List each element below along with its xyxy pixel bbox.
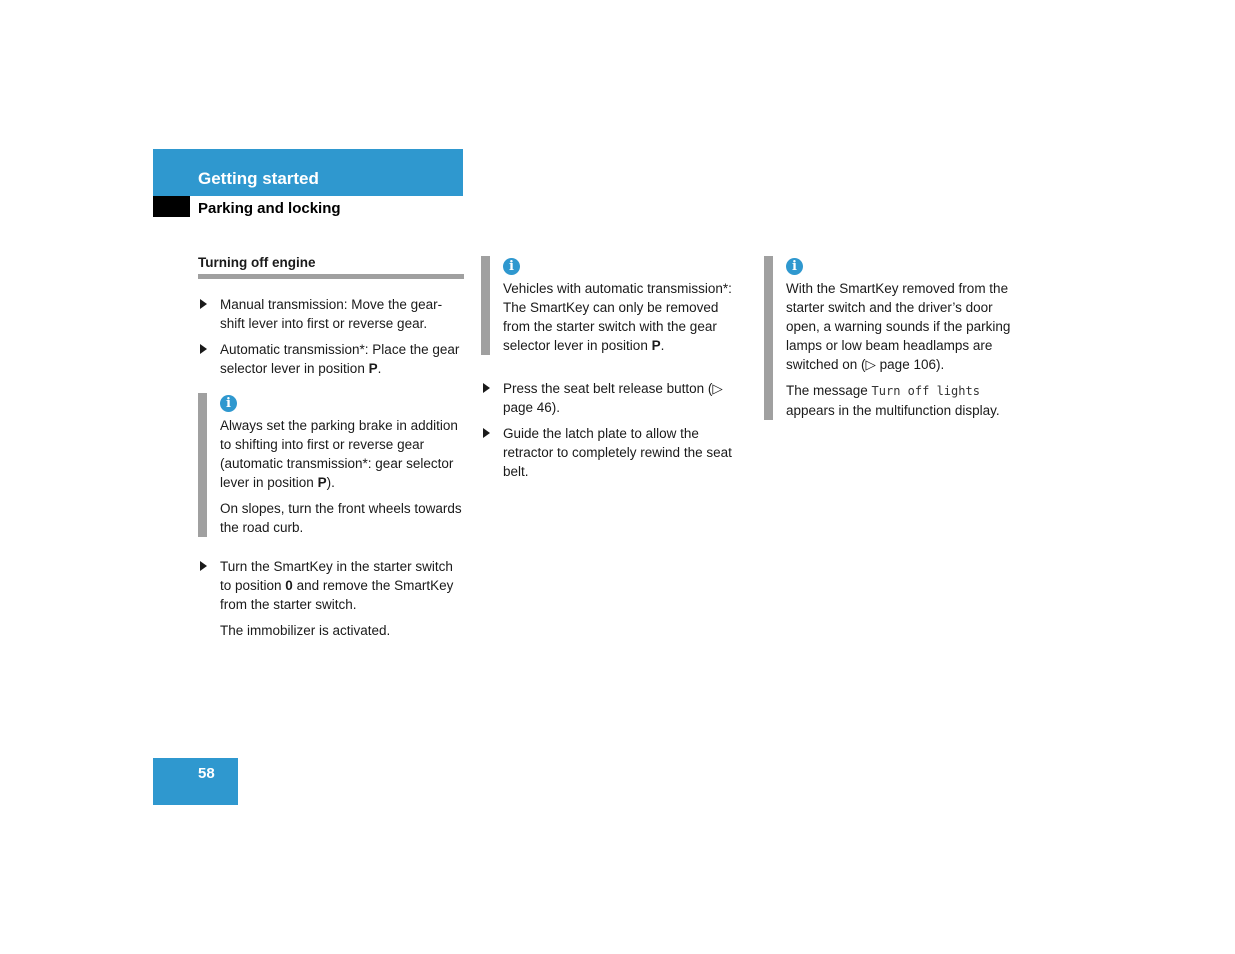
step-text-part: .: [377, 361, 382, 376]
switch-position: 0: [285, 578, 293, 593]
column-1: [198, 253, 464, 640]
note-text-part: Vehicles with automatic transmission*: The SmartKey can only be removed from the starter switch with the gear selector lever in position: [503, 281, 732, 353]
section-title: Getting started: [198, 169, 319, 188]
bullet-arrow-icon: [200, 561, 207, 571]
info-note: [198, 393, 464, 537]
note-text: [503, 279, 747, 355]
step-text-part: Automatic transmission*: Place the gear selector lever in position: [220, 342, 460, 376]
topic-heading: Turning off engine: [198, 253, 464, 279]
instruction-step: [481, 424, 747, 481]
step-text: Press the seat belt release button (▷ page 46).: [503, 381, 723, 415]
column-2: [481, 256, 747, 488]
note-text: On slopes, turn the front wheels towards the road curb.: [220, 501, 462, 535]
note-text-part: The message: [786, 383, 872, 398]
instruction-step: [198, 557, 464, 614]
bullet-arrow-icon: [200, 344, 207, 354]
step-text-part: Turn the SmartKey in the starter switch to position: [220, 559, 453, 593]
note-text-part: .: [660, 338, 665, 353]
bullet-arrow-icon: [483, 428, 490, 438]
step-text-part: and remove the SmartKey from the starter switch.: [220, 578, 454, 612]
step-text: [220, 340, 464, 378]
note-text: [786, 381, 1030, 420]
gear-position: P: [651, 338, 661, 353]
step-text: [220, 557, 464, 614]
info-note: [481, 256, 747, 355]
info-icon: i: [503, 258, 520, 275]
gear-position: P: [317, 475, 327, 490]
page-number-box: [153, 758, 238, 805]
gear-position: P: [368, 361, 378, 376]
section-header-bar: [153, 149, 463, 196]
note-text: [220, 416, 464, 492]
note-text-part: Always set the parking brake in addition to shifting into first or reverse gear (automatic transmission*: gear selector lever in position: [220, 418, 458, 490]
column-3: [764, 256, 1030, 440]
page-number: 58: [198, 765, 215, 782]
instruction-step: [198, 340, 464, 378]
display-message: Turn off lights: [871, 384, 980, 398]
note-text-part: appears in the multifunction display.: [786, 403, 1000, 418]
info-note: [764, 256, 1030, 420]
step-result: The immobilizer is activated.: [220, 623, 391, 638]
step-text: Guide the latch plate to allow the retractor to completely rewind the seat belt.: [503, 426, 732, 479]
bullet-arrow-icon: [200, 299, 207, 309]
info-icon: i: [220, 395, 237, 412]
instruction-step: [481, 379, 747, 417]
note-text-part: ).: [326, 475, 335, 490]
info-icon: i: [786, 258, 803, 275]
bullet-arrow-icon: [483, 383, 490, 393]
subsection-title: Parking and locking: [198, 200, 341, 217]
step-text: Manual transmission: Move the gear-shift lever into first or reverse gear.: [220, 297, 443, 331]
subsection-tab-marker: [153, 196, 190, 217]
note-text: With the SmartKey removed from the starter switch and the driver’s door open, a warning sounds if the parking lamps or low beam headlamps are switched on (▷ page 106).: [786, 281, 1011, 372]
instruction-step: [198, 295, 464, 333]
